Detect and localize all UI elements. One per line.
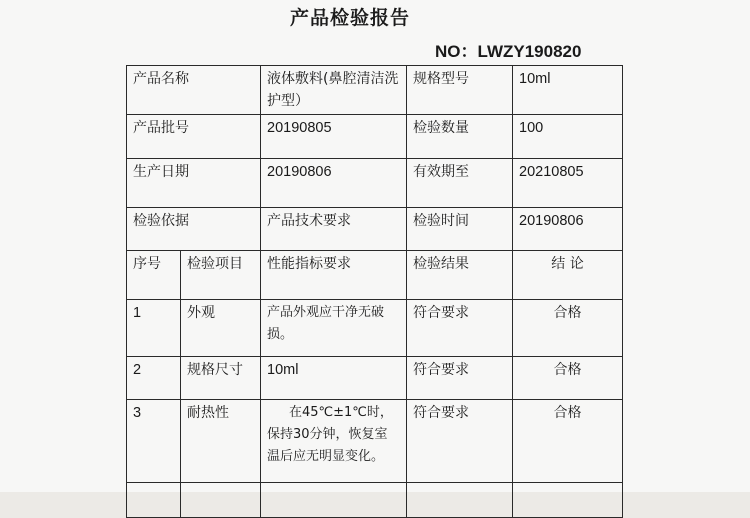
item-conclusion: 合格 bbox=[513, 357, 623, 400]
test-time-value: 20190806 bbox=[513, 208, 623, 251]
table-row bbox=[127, 300, 623, 357]
basis-label: 检验依据 bbox=[127, 208, 261, 251]
table-row bbox=[127, 357, 623, 400]
batch-label: 产品批号 bbox=[127, 115, 261, 159]
product-name-value: 液体敷料(鼻腔清洁洗护型） bbox=[261, 66, 407, 115]
item-no: 2 bbox=[127, 357, 181, 400]
table-row-cut-off bbox=[127, 483, 623, 518]
mfg-date-value: 20190806 bbox=[261, 159, 407, 208]
info-row bbox=[127, 159, 623, 208]
items-header-row bbox=[127, 251, 623, 300]
test-time-label: 检验时间 bbox=[407, 208, 513, 251]
item-requirement: 10ml bbox=[261, 357, 407, 400]
header-requirement: 性能指标要求 bbox=[261, 251, 407, 300]
spec-label: 规格型号 bbox=[407, 66, 513, 115]
report-number: NO：LWZY190820 bbox=[435, 42, 582, 61]
qty-value: 100 bbox=[513, 115, 623, 159]
item-requirement: 在45℃±1℃时，保持30分钟，恢复室温后应无明显变化。 bbox=[261, 400, 407, 483]
header-result: 检验结果 bbox=[407, 251, 513, 300]
product-name-label: 产品名称 bbox=[127, 66, 261, 115]
item-result: 符合要求 bbox=[407, 400, 513, 483]
item-requirement: 产品外观应干净无破损。 bbox=[261, 300, 407, 357]
item-name: 规格尺寸 bbox=[181, 357, 261, 400]
item-result: 符合要求 bbox=[407, 300, 513, 357]
mfg-date-label: 生产日期 bbox=[127, 159, 261, 208]
expiry-label: 有效期至 bbox=[407, 159, 513, 208]
item-no: 3 bbox=[127, 400, 181, 483]
item-conclusion: 合格 bbox=[513, 300, 623, 357]
item-conclusion: 合格 bbox=[513, 400, 623, 483]
expiry-value: 20210805 bbox=[513, 159, 623, 208]
header-no: 序号 bbox=[127, 251, 181, 300]
info-row bbox=[127, 66, 623, 115]
header-item: 检验项目 bbox=[181, 251, 261, 300]
report-title: 产品检验报告 bbox=[289, 7, 410, 29]
basis-value: 产品技术要求 bbox=[261, 208, 407, 251]
qty-label: 检验数量 bbox=[407, 115, 513, 159]
header-conclusion: 结 论 bbox=[513, 251, 623, 300]
table-row bbox=[127, 400, 623, 483]
inspection-table bbox=[126, 65, 623, 518]
spec-value: 10ml bbox=[513, 66, 623, 115]
info-row bbox=[127, 115, 623, 159]
item-result: 符合要求 bbox=[407, 357, 513, 400]
item-name: 外观 bbox=[181, 300, 261, 357]
item-name: 耐热性 bbox=[181, 400, 261, 483]
item-no: 1 bbox=[127, 300, 181, 357]
batch-value: 20190805 bbox=[261, 115, 407, 159]
info-row bbox=[127, 208, 623, 251]
